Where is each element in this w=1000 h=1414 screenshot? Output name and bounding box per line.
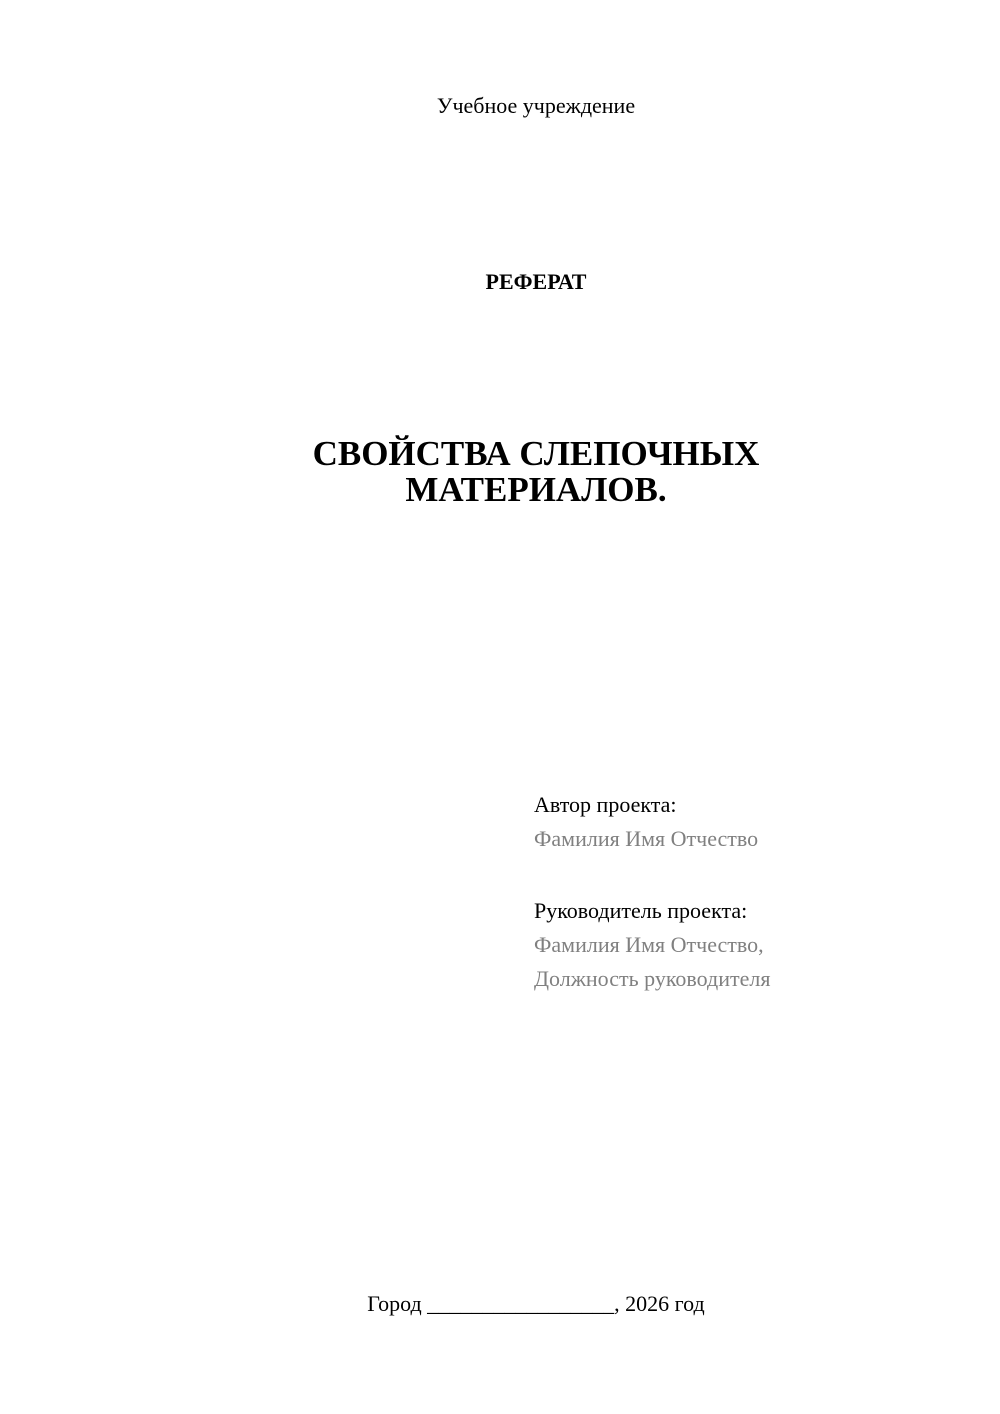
project-info-block: [534, 788, 974, 996]
document-title-line-2: МАТЕРИАЛОВ.: [405, 470, 667, 509]
document-title: [0, 436, 1000, 508]
institution-name: Учебное учреждение: [436, 93, 636, 118]
document-title-line-1: СВОЙСТВА СЛЕПОЧНЫХ: [312, 434, 760, 473]
supervisor-label: Руководитель проекта:: [534, 898, 748, 923]
author-label: Автор проекта:: [534, 792, 677, 817]
info-spacer: [534, 856, 974, 894]
supervisor-name: Фамилия Имя Отчество,: [534, 932, 764, 957]
city-year-line: Город _________________, 2026 год: [367, 1291, 705, 1316]
document-type: РЕФЕРАТ: [485, 269, 587, 294]
supervisor-position: Должность руководителя: [534, 966, 771, 991]
author-name: Фамилия Имя Отчество: [534, 826, 759, 851]
